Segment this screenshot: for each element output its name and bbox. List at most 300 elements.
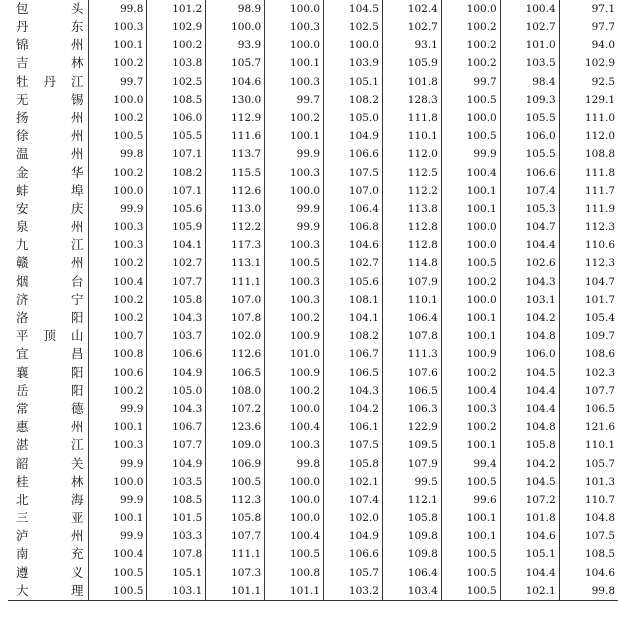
index-value-cell: 103.5 xyxy=(147,473,206,491)
index-value-cell: 99.9 xyxy=(88,527,147,545)
index-value-cell: 100.0 xyxy=(441,218,500,236)
index-value-cell: 105.6 xyxy=(147,200,206,218)
city-name-cell: 襄 阳 xyxy=(16,364,84,380)
table-row xyxy=(8,218,618,236)
index-value-cell: 101.7 xyxy=(559,291,618,309)
index-value-cell: 102.7 xyxy=(147,255,206,273)
index-value-cell: 100.7 xyxy=(88,327,147,345)
index-value-cell: 104.3 xyxy=(324,382,383,400)
index-value-cell: 93.9 xyxy=(206,36,265,54)
index-value-cell: 123.6 xyxy=(206,418,265,436)
index-value-cell: 99.7 xyxy=(441,73,500,91)
index-value-cell: 100.5 xyxy=(441,91,500,109)
index-value-cell: 100.6 xyxy=(88,364,147,382)
index-value-cell: 100.1 xyxy=(441,200,500,218)
index-value-cell: 100.0 xyxy=(265,400,324,418)
index-value-cell: 107.3 xyxy=(206,564,265,582)
index-value-cell: 100.0 xyxy=(88,182,147,200)
index-value-cell: 111.6 xyxy=(206,127,265,145)
index-value-cell: 100.1 xyxy=(441,309,500,327)
index-value-cell: 100.5 xyxy=(441,473,500,491)
index-value-cell: 100.2 xyxy=(265,109,324,127)
index-value-cell: 92.5 xyxy=(559,73,618,91)
index-value-cell: 102.1 xyxy=(500,582,559,601)
index-value-cell: 110.1 xyxy=(382,291,441,309)
index-value-cell: 100.2 xyxy=(88,55,147,73)
index-value-cell: 113.8 xyxy=(382,200,441,218)
index-value-cell: 102.7 xyxy=(500,18,559,36)
city-name-cell: 温 州 xyxy=(16,146,84,162)
index-value-cell: 108.5 xyxy=(559,546,618,564)
table-row xyxy=(8,437,618,455)
index-value-cell: 107.5 xyxy=(324,437,383,455)
city-name-cell: 常 德 xyxy=(16,400,84,416)
index-value-cell: 106.6 xyxy=(500,164,559,182)
index-value-cell: 108.2 xyxy=(324,91,383,109)
table-row xyxy=(8,473,618,491)
index-value-cell: 107.5 xyxy=(559,527,618,545)
index-value-cell: 107.7 xyxy=(147,273,206,291)
index-value-cell: 129.1 xyxy=(559,91,618,109)
index-value-cell: 100.0 xyxy=(441,109,500,127)
index-value-cell: 104.5 xyxy=(500,364,559,382)
index-value-cell: 107.2 xyxy=(500,491,559,509)
index-value-cell: 112.3 xyxy=(559,255,618,273)
index-value-cell: 101.5 xyxy=(147,509,206,527)
table-row xyxy=(8,73,618,91)
index-value-cell: 106.1 xyxy=(324,418,383,436)
city-name-cell: 扬 州 xyxy=(16,109,84,125)
index-value-cell: 106.9 xyxy=(206,455,265,473)
city-name-cell: 洛 阳 xyxy=(16,310,84,326)
table-row xyxy=(8,0,618,18)
index-value-cell: 110.1 xyxy=(559,437,618,455)
city-name-cell: 泸 州 xyxy=(16,528,84,544)
index-value-cell: 111.0 xyxy=(559,109,618,127)
index-value-cell: 107.4 xyxy=(324,491,383,509)
index-value-cell: 110.1 xyxy=(382,127,441,145)
index-value-cell: 107.8 xyxy=(206,309,265,327)
index-value-cell: 104.7 xyxy=(500,218,559,236)
city-name-cell: 九 江 xyxy=(16,237,84,253)
index-value-cell: 100.3 xyxy=(88,236,147,254)
index-value-cell: 100.4 xyxy=(265,418,324,436)
index-value-cell: 112.0 xyxy=(559,127,618,145)
index-value-cell: 100.0 xyxy=(265,509,324,527)
index-value-cell: 111.8 xyxy=(382,109,441,127)
index-value-cell: 99.8 xyxy=(559,582,618,601)
index-value-cell: 99.9 xyxy=(88,491,147,509)
index-value-cell: 111.1 xyxy=(206,546,265,564)
index-value-cell: 97.7 xyxy=(559,18,618,36)
index-value-cell: 100.0 xyxy=(441,0,500,18)
index-value-cell: 100.1 xyxy=(441,527,500,545)
index-value-cell: 100.3 xyxy=(441,400,500,418)
table-row xyxy=(8,546,618,564)
index-value-cell: 100.4 xyxy=(441,164,500,182)
index-value-cell: 104.6 xyxy=(324,236,383,254)
index-value-cell: 122.9 xyxy=(382,418,441,436)
index-value-cell: 112.0 xyxy=(382,146,441,164)
index-value-cell: 102.5 xyxy=(147,73,206,91)
index-value-cell: 102.9 xyxy=(147,18,206,36)
index-value-cell: 100.0 xyxy=(441,291,500,309)
index-value-cell: 100.4 xyxy=(88,546,147,564)
table-row xyxy=(8,382,618,400)
index-value-cell: 100.1 xyxy=(88,418,147,436)
index-value-cell: 104.1 xyxy=(324,309,383,327)
index-value-cell: 100.3 xyxy=(265,273,324,291)
index-value-cell: 111.1 xyxy=(206,273,265,291)
index-value-cell: 100.1 xyxy=(441,182,500,200)
index-value-cell: 108.5 xyxy=(147,491,206,509)
index-value-cell: 103.3 xyxy=(147,527,206,545)
index-value-cell: 105.5 xyxy=(500,146,559,164)
index-value-cell: 108.6 xyxy=(559,346,618,364)
index-value-cell: 113.7 xyxy=(206,146,265,164)
index-value-cell: 107.0 xyxy=(206,291,265,309)
index-value-cell: 100.2 xyxy=(441,273,500,291)
index-value-cell: 112.8 xyxy=(382,236,441,254)
table-row xyxy=(8,200,618,218)
index-value-cell: 100.0 xyxy=(88,473,147,491)
index-value-cell: 104.5 xyxy=(324,0,383,18)
index-value-cell: 104.8 xyxy=(500,327,559,345)
index-value-cell: 104.8 xyxy=(559,509,618,527)
index-value-cell: 100.2 xyxy=(265,309,324,327)
index-value-cell: 106.0 xyxy=(147,109,206,127)
index-value-cell: 102.6 xyxy=(500,255,559,273)
index-value-cell: 104.9 xyxy=(147,455,206,473)
city-name-cell: 遵 义 xyxy=(16,564,84,580)
index-value-cell: 112.8 xyxy=(382,218,441,236)
table-row xyxy=(8,400,618,418)
index-value-cell: 108.8 xyxy=(559,146,618,164)
index-value-cell: 107.0 xyxy=(324,182,383,200)
index-value-cell: 115.5 xyxy=(206,164,265,182)
city-name-cell: 岳 阳 xyxy=(16,382,84,398)
index-value-cell: 105.8 xyxy=(500,437,559,455)
index-value-cell: 104.8 xyxy=(500,418,559,436)
city-name-cell: 惠 州 xyxy=(16,419,84,435)
index-value-cell: 99.8 xyxy=(88,146,147,164)
index-value-cell: 112.1 xyxy=(382,491,441,509)
index-value-cell: 106.4 xyxy=(382,564,441,582)
city-name-cell: 三 亚 xyxy=(16,510,84,526)
index-value-cell: 104.3 xyxy=(147,400,206,418)
index-value-cell: 100.2 xyxy=(88,309,147,327)
index-value-cell: 103.4 xyxy=(382,582,441,601)
index-value-cell: 107.5 xyxy=(324,164,383,182)
table-row xyxy=(8,291,618,309)
table-row xyxy=(8,346,618,364)
index-value-cell: 100.1 xyxy=(441,327,500,345)
city-name-cell: 徐 州 xyxy=(16,128,84,144)
index-value-cell: 106.3 xyxy=(382,400,441,418)
index-value-cell: 109.3 xyxy=(500,91,559,109)
index-value-cell: 107.7 xyxy=(147,437,206,455)
city-name-cell: 大 理 xyxy=(8,582,88,601)
index-value-cell: 100.2 xyxy=(265,382,324,400)
city-name-cell: 韶 关 xyxy=(16,455,84,471)
index-value-cell: 103.8 xyxy=(147,55,206,73)
table-row xyxy=(8,36,618,54)
index-value-cell: 99.7 xyxy=(265,91,324,109)
price-index-table xyxy=(8,0,618,601)
table-row xyxy=(8,91,618,109)
index-value-cell: 113.0 xyxy=(206,200,265,218)
index-value-cell: 106.6 xyxy=(147,346,206,364)
index-value-cell: 113.1 xyxy=(206,255,265,273)
index-value-cell: 107.7 xyxy=(206,527,265,545)
index-value-cell: 102.3 xyxy=(559,364,618,382)
table-row xyxy=(8,182,618,200)
index-value-cell: 100.0 xyxy=(265,182,324,200)
city-name-cell: 金 华 xyxy=(16,164,84,180)
index-value-cell: 100.1 xyxy=(441,437,500,455)
index-value-cell: 100.5 xyxy=(206,473,265,491)
index-value-cell: 100.0 xyxy=(265,473,324,491)
index-value-cell: 107.9 xyxy=(382,455,441,473)
index-value-cell: 100.2 xyxy=(88,382,147,400)
index-value-cell: 100.9 xyxy=(265,327,324,345)
index-value-cell: 128.3 xyxy=(382,91,441,109)
table-row xyxy=(8,55,618,73)
index-value-cell: 106.5 xyxy=(382,382,441,400)
index-value-cell: 100.3 xyxy=(265,437,324,455)
index-value-cell: 100.1 xyxy=(265,127,324,145)
index-value-cell: 109.0 xyxy=(206,437,265,455)
index-value-cell: 100.3 xyxy=(88,437,147,455)
city-name-cell: 北 海 xyxy=(16,491,84,507)
index-value-cell: 100.0 xyxy=(265,36,324,54)
table-body xyxy=(8,0,618,601)
index-value-cell: 106.4 xyxy=(324,200,383,218)
index-value-cell: 102.0 xyxy=(324,509,383,527)
index-value-cell: 104.6 xyxy=(500,527,559,545)
index-value-cell: 103.7 xyxy=(147,327,206,345)
index-value-cell: 99.9 xyxy=(265,218,324,236)
index-value-cell: 106.7 xyxy=(147,418,206,436)
index-value-cell: 94.0 xyxy=(559,36,618,54)
index-value-cell: 109.5 xyxy=(382,437,441,455)
index-value-cell: 100.3 xyxy=(88,218,147,236)
city-name-cell: 泉 州 xyxy=(16,219,84,235)
index-value-cell: 98.9 xyxy=(206,0,265,18)
city-name-cell: 包 头 xyxy=(16,0,84,16)
index-value-cell: 100.2 xyxy=(441,55,500,73)
index-value-cell: 99.4 xyxy=(441,455,500,473)
index-value-cell: 100.3 xyxy=(265,18,324,36)
index-value-cell: 105.4 xyxy=(559,309,618,327)
index-value-cell: 99.8 xyxy=(265,455,324,473)
index-value-cell: 104.1 xyxy=(147,236,206,254)
index-value-cell: 121.6 xyxy=(559,418,618,436)
index-value-cell: 107.7 xyxy=(559,382,618,400)
index-value-cell: 106.6 xyxy=(324,546,383,564)
city-name-cell: 丹 东 xyxy=(16,19,84,35)
index-value-cell: 108.0 xyxy=(206,382,265,400)
index-value-cell: 104.3 xyxy=(147,309,206,327)
index-value-cell: 108.5 xyxy=(147,91,206,109)
table-row xyxy=(8,582,618,601)
index-value-cell: 99.5 xyxy=(382,473,441,491)
city-name-cell: 南 充 xyxy=(16,546,84,562)
index-value-cell: 105.8 xyxy=(206,509,265,527)
index-value-cell: 100.1 xyxy=(88,509,147,527)
city-name-cell: 湛 江 xyxy=(16,437,84,453)
index-value-cell: 104.9 xyxy=(324,127,383,145)
index-value-cell: 100.2 xyxy=(441,364,500,382)
city-name-cell: 锦 州 xyxy=(16,37,84,53)
index-value-cell: 104.4 xyxy=(500,236,559,254)
index-value-cell: 105.7 xyxy=(206,55,265,73)
index-value-cell: 100.3 xyxy=(88,18,147,36)
index-value-cell: 110.7 xyxy=(559,491,618,509)
table-row xyxy=(8,309,618,327)
index-value-cell: 117.3 xyxy=(206,236,265,254)
index-value-cell: 105.7 xyxy=(324,564,383,582)
index-value-cell: 102.5 xyxy=(324,18,383,36)
table-row xyxy=(8,18,618,36)
table-row xyxy=(8,564,618,582)
index-value-cell: 100.2 xyxy=(441,36,500,54)
index-value-cell: 109.7 xyxy=(559,327,618,345)
index-value-cell: 101.3 xyxy=(559,473,618,491)
index-value-cell: 100.5 xyxy=(441,255,500,273)
index-value-cell: 99.9 xyxy=(441,146,500,164)
index-value-cell: 101.1 xyxy=(265,582,324,601)
index-value-cell: 99.9 xyxy=(88,455,147,473)
index-value-cell: 100.5 xyxy=(265,546,324,564)
index-value-cell: 100.4 xyxy=(441,382,500,400)
index-value-cell: 101.0 xyxy=(265,346,324,364)
index-value-cell: 107.4 xyxy=(500,182,559,200)
index-value-cell: 104.2 xyxy=(324,400,383,418)
index-value-cell: 105.0 xyxy=(147,382,206,400)
index-value-cell: 104.5 xyxy=(500,473,559,491)
index-value-cell: 100.4 xyxy=(265,527,324,545)
table-row xyxy=(8,327,618,345)
index-value-cell: 107.2 xyxy=(206,400,265,418)
index-value-cell: 107.1 xyxy=(147,182,206,200)
table-row xyxy=(8,455,618,473)
index-value-cell: 114.8 xyxy=(382,255,441,273)
index-value-cell: 100.4 xyxy=(500,0,559,18)
table-row xyxy=(8,509,618,527)
index-value-cell: 103.1 xyxy=(147,582,206,601)
table-row xyxy=(8,255,618,273)
index-value-cell: 100.0 xyxy=(265,0,324,18)
index-value-cell: 104.4 xyxy=(500,564,559,582)
index-value-cell: 106.8 xyxy=(324,218,383,236)
index-value-cell: 105.1 xyxy=(324,73,383,91)
index-value-cell: 106.5 xyxy=(559,400,618,418)
index-value-cell: 104.4 xyxy=(500,400,559,418)
index-value-cell: 99.9 xyxy=(265,200,324,218)
index-value-cell: 111.3 xyxy=(382,346,441,364)
table-row xyxy=(8,491,618,509)
index-value-cell: 100.8 xyxy=(88,346,147,364)
index-value-cell: 100.4 xyxy=(88,273,147,291)
index-value-cell: 100.3 xyxy=(265,291,324,309)
index-value-cell: 105.5 xyxy=(500,109,559,127)
index-value-cell: 97.1 xyxy=(559,0,618,18)
index-value-cell: 105.5 xyxy=(147,127,206,145)
index-value-cell: 100.2 xyxy=(88,291,147,309)
index-value-cell: 102.4 xyxy=(382,0,441,18)
index-value-cell: 106.7 xyxy=(324,346,383,364)
index-value-cell: 105.3 xyxy=(500,200,559,218)
index-value-cell: 112.2 xyxy=(206,218,265,236)
index-value-cell: 102.1 xyxy=(324,473,383,491)
index-value-cell: 104.6 xyxy=(559,564,618,582)
index-value-cell: 100.9 xyxy=(441,346,500,364)
index-value-cell: 106.5 xyxy=(206,364,265,382)
index-value-cell: 100.3 xyxy=(265,164,324,182)
index-value-cell: 104.7 xyxy=(559,273,618,291)
index-value-cell: 100.2 xyxy=(147,36,206,54)
index-value-cell: 100.1 xyxy=(265,55,324,73)
index-value-cell: 100.2 xyxy=(441,418,500,436)
index-value-cell: 99.9 xyxy=(88,200,147,218)
index-value-cell: 100.1 xyxy=(441,509,500,527)
index-value-cell: 106.5 xyxy=(324,364,383,382)
index-value-cell: 101.1 xyxy=(206,582,265,601)
index-value-cell: 100.0 xyxy=(265,491,324,509)
index-value-cell: 103.9 xyxy=(324,55,383,73)
city-name-cell: 平顶山 xyxy=(16,328,84,344)
index-value-cell: 106.0 xyxy=(500,346,559,364)
index-value-cell: 100.5 xyxy=(441,127,500,145)
index-value-cell: 101.0 xyxy=(500,36,559,54)
index-value-cell: 107.8 xyxy=(147,546,206,564)
table-row xyxy=(8,527,618,545)
index-value-cell: 105.8 xyxy=(324,455,383,473)
index-value-cell: 101.2 xyxy=(147,0,206,18)
index-value-cell: 105.8 xyxy=(382,509,441,527)
index-value-cell: 103.1 xyxy=(500,291,559,309)
index-value-cell: 100.2 xyxy=(441,18,500,36)
index-value-cell: 112.5 xyxy=(382,164,441,182)
index-value-cell: 102.7 xyxy=(382,18,441,36)
index-value-cell: 100.3 xyxy=(265,236,324,254)
index-value-cell: 103.5 xyxy=(500,55,559,73)
index-value-cell: 105.1 xyxy=(147,564,206,582)
index-value-cell: 100.5 xyxy=(441,564,500,582)
index-value-cell: 108.2 xyxy=(147,164,206,182)
table-row xyxy=(8,418,618,436)
index-value-cell: 104.4 xyxy=(500,382,559,400)
table-row xyxy=(8,273,618,291)
index-value-cell: 100.2 xyxy=(88,109,147,127)
index-value-cell: 111.9 xyxy=(559,200,618,218)
index-value-cell: 112.3 xyxy=(559,218,618,236)
city-name-cell: 宜 昌 xyxy=(16,346,84,362)
index-value-cell: 105.9 xyxy=(147,218,206,236)
index-value-cell: 99.9 xyxy=(265,146,324,164)
index-value-cell: 93.1 xyxy=(382,36,441,54)
index-value-cell: 100.5 xyxy=(88,564,147,582)
city-name-cell: 济 宁 xyxy=(16,291,84,307)
city-name-cell: 桂 林 xyxy=(16,473,84,489)
index-value-cell: 104.6 xyxy=(206,73,265,91)
table-row xyxy=(8,236,618,254)
index-value-cell: 105.6 xyxy=(324,273,383,291)
index-value-cell: 110.6 xyxy=(559,236,618,254)
index-value-cell: 100.9 xyxy=(265,364,324,382)
index-value-cell: 104.2 xyxy=(500,309,559,327)
